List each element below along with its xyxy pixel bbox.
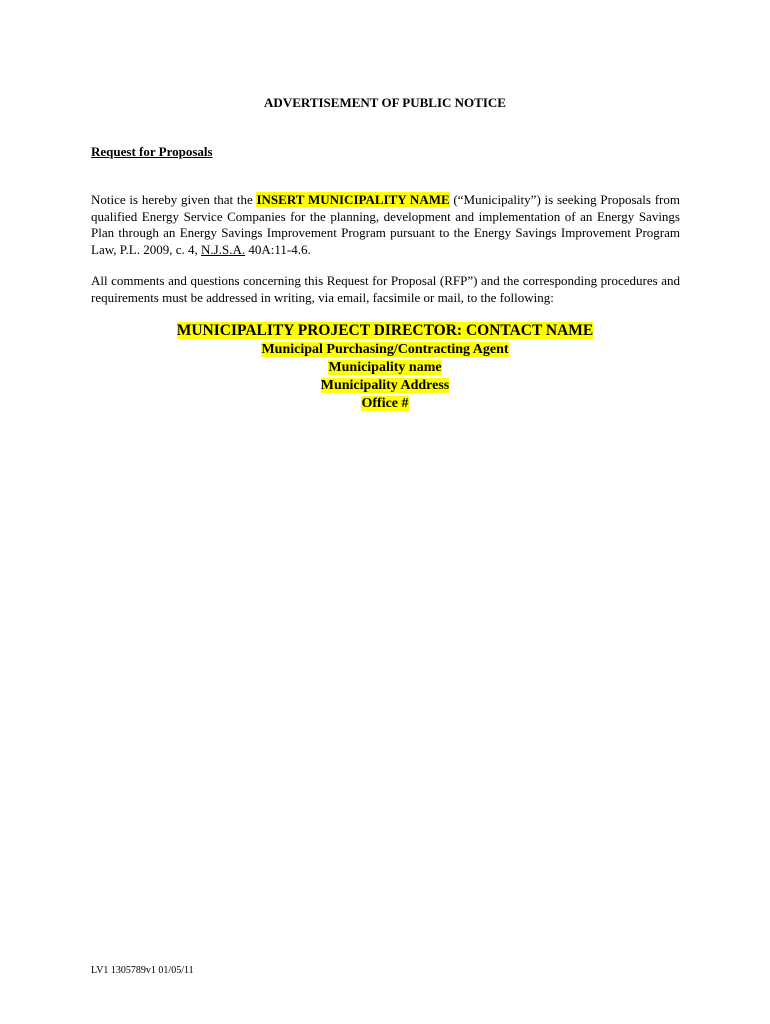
comments-paragraph: All comments and questions concerning this Request for Proposal (RFP”) and the corresponding procedures and requirements must be addressed in writing, via email, facsimile or mail, to the following:: [91, 273, 680, 305]
contact-municipality-address: Municipality Address: [320, 378, 450, 393]
contact-office-line: [0, 396, 770, 414]
notice-paragraph-body: (“Municipality”) is seeking Proposals from qualified Energy Service Companies for the planning, development and implementation of an Energy Savings Plan through an Energy Savings Improvement Program pursuant to the Energy Savings Improvement Program Law, P.L. 2009, c. 4,: [91, 192, 680, 257]
contact-municipality-name: Municipality name: [328, 360, 442, 375]
njsa-citation: N.J.S.A.: [201, 241, 246, 257]
contact-block: [0, 322, 770, 414]
notice-paragraph-intro: Notice is hereby given that the: [91, 192, 257, 207]
contact-agent: Municipal Purchasing/Contracting Agent: [261, 342, 509, 357]
document-footer: LV1 1305789v1 01/05/11: [91, 965, 194, 976]
notice-paragraph-end: 40A:11-4.6.: [245, 241, 311, 257]
contact-director: MUNICIPALITY PROJECT DIRECTOR: CONTACT NAME: [176, 322, 594, 339]
document-title: ADVERTISEMENT OF PUBLIC NOTICE: [264, 95, 506, 110]
contact-office: Office #: [361, 396, 409, 411]
contact-director-line: [0, 322, 770, 342]
contact-address-line: [0, 378, 770, 396]
contact-name-line: [0, 360, 770, 378]
document-subtitle: Request for Proposals: [91, 144, 213, 159]
notice-paragraph: [91, 192, 680, 258]
municipality-name-placeholder: INSERT MUNICIPALITY NAME: [256, 192, 450, 207]
contact-agent-line: [0, 342, 770, 360]
